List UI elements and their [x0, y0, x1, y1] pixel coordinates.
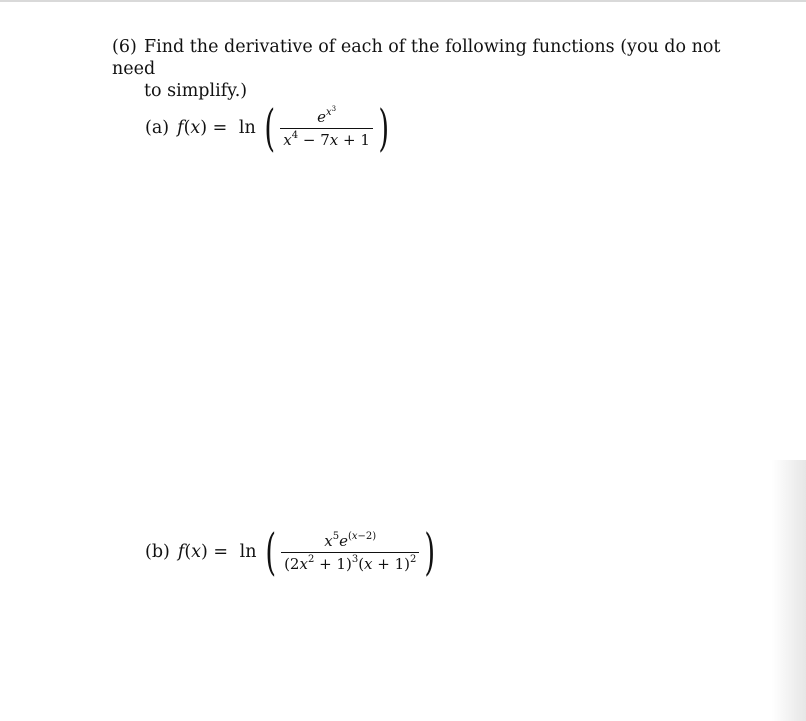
part-a-right-paren: )	[378, 99, 390, 157]
part-a-denominator: $x^4 - 7x + 1$	[283, 129, 370, 149]
problem-number: (6)	[112, 37, 137, 57]
part-a-numerator: $e^{x^3}$	[317, 104, 337, 126]
part-a-left-paren: (	[264, 99, 275, 157]
problem-text-line2: to simplify.)	[144, 81, 248, 101]
part-a-lhs: f(x) = ln	[177, 118, 256, 138]
part-b-right-paren: )	[424, 523, 436, 581]
part-b-fraction-bar	[281, 552, 419, 553]
top-divider	[0, 0, 806, 2]
part-a-fraction	[280, 104, 373, 150]
part-b-denominator: $(2x^2 + 1)^3(x + 1)^2$	[284, 553, 417, 573]
part-b-lhs: f(x) = ln	[177, 542, 257, 562]
page-edge-shadow	[772, 460, 806, 721]
part-a-fraction-bar	[280, 128, 373, 129]
part-b	[145, 520, 440, 584]
problem-text-line1: Find the derivative of each of the following functions (you do not need	[112, 37, 721, 79]
part-b-numerator: $x^5e^{(x-2)}$	[324, 530, 377, 550]
part-b-fraction	[281, 531, 419, 574]
part-a	[145, 96, 393, 160]
part-b-label: (b)	[145, 542, 170, 562]
problem-statement	[112, 36, 752, 102]
part-a-label: (a)	[145, 118, 170, 138]
part-b-left-paren: (	[264, 523, 276, 581]
